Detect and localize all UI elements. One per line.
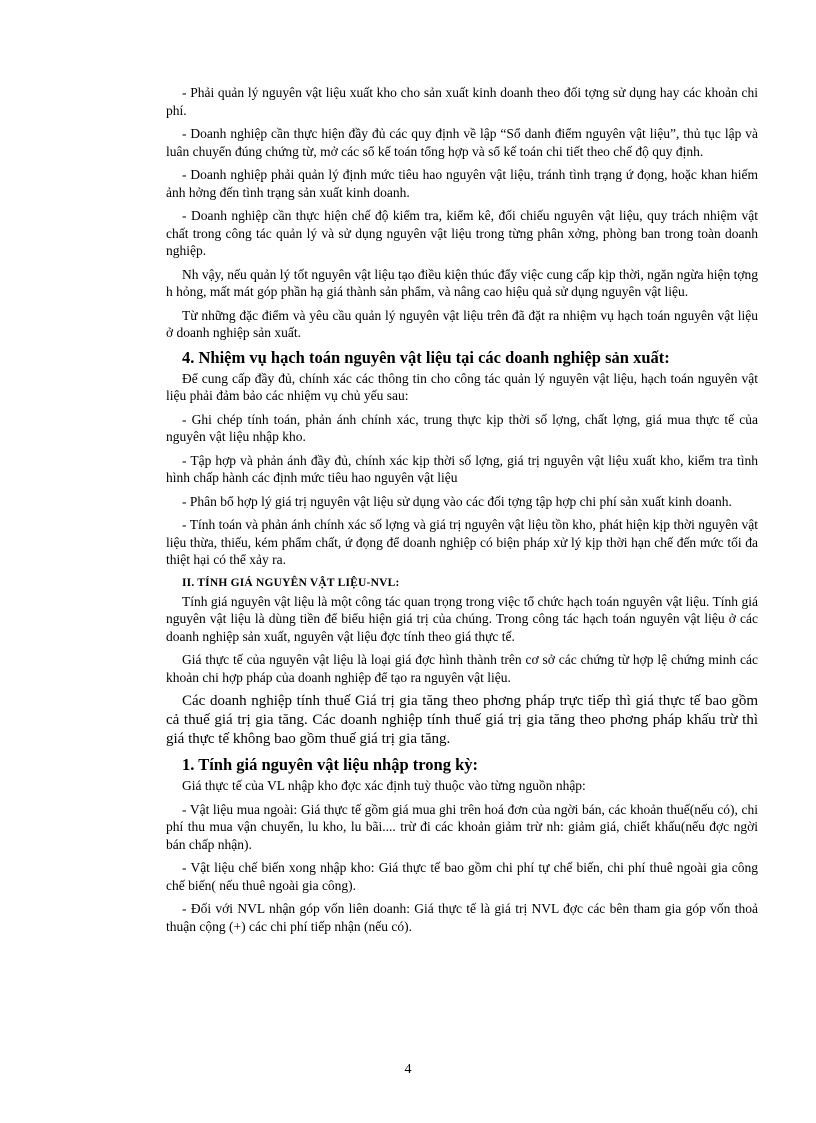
heading-section-4: 4. Nhiệm vụ hạch toán nguyên vật liệu tại các doanh nghiệp sản xuất: bbox=[182, 347, 670, 367]
paragraph-16: - Vật liệu mua ngoài: Giá thực tế gồm giá mua ghi trên hoá đơn của ngời bán, các khoản thuế(nếu có), chi phí thu mua vận chuyển, lu kho, lu bãi.... trừ đi các khoản giảm trừ nh: giảm giá, chiết khấu(nếu đợc ngời bán chấp nhận). bbox=[166, 801, 758, 852]
paragraph-11: - Tính toán và phản ánh chính xác số lợng và giá trị nguyên vật liệu tồn kho, phát hiện kịp thời nguyên vật liệu thừa, thiếu, kém phẩm chất, ứ đọng để doanh nghiệp có biện pháp xử lý kịp thời hạn chế đến mức tối đa thiệt hại có thể xảy ra. bbox=[166, 517, 758, 567]
paragraph-4: - Doanh nghiệp cần thực hiện chế độ kiểm tra, kiểm kê, đối chiếu nguyên vật liệu, quy trách nhiệm vật chất trong công tác quản lý và sử dụng nguyên vật liệu trong từng phân xởng, phòng ban trong toàn doanh nghiệp. bbox=[166, 208, 758, 258]
paragraph-14: Các doanh nghiệp tính thuế Giá trị gia tăng theo phơng pháp trực tiếp thì giá thực tế bao gồm cả thuế giá trị gia tăng. Các doanh nghiệp tính thuế giá trị gia tăng theo phơng pháp khấu trừ thì giá thực tế không bao gồm thuế giá trị gia tăng. bbox=[166, 693, 758, 747]
paragraph-15: Giá thực tế của VL nhập kho đợc xác định tuỳ thuộc vào từng nguồn nhập: bbox=[182, 778, 586, 793]
paragraph-10: - Phân bổ hợp lý giá trị nguyên vật liệu sử dụng vào các đối tợng tập hợp chi phí sản xuất kinh doanh. bbox=[182, 493, 732, 509]
page-number: 4 bbox=[404, 1062, 412, 1077]
paragraph-9: - Tập hợp và phản ánh đầy đủ, chính xác kịp thời số lợng, giá trị nguyên vật liệu xuất kho, kiểm tra tình hình chấp hành các định mức tiêu hao nguyên vật liệu bbox=[166, 452, 758, 485]
paragraph-3: - Doanh nghiệp phải quản lý định mức tiêu hao nguyên vật liệu, tránh tình trạng ứ đọng, hoặc khan hiếm ảnh hởng đến tình trạng sản xuất kinh doanh. bbox=[166, 167, 758, 200]
paragraph-2: - Doanh nghiệp cần thực hiện đầy đủ các quy định về lập “Sổ danh điểm nguyên vật liệu”, thủ tục lập và luân chuyển đúng chứng từ, mở các sổ kế toán tổng hợp và sổ kế toán chi tiết theo chế độ quy định. bbox=[166, 126, 758, 159]
paragraph-6: Từ những đặc điểm và yêu cầu quản lý nguyên vật liệu trên đã đặt ra nhiệm vụ hạch toán nguyên vật liệu ở doanh nghiệp sản xuất. bbox=[166, 307, 758, 340]
paragraph-8: - Ghi chép tính toán, phản ánh chính xác, trung thực kịp thời số lợng, chất lợng, giá mua thực tế của nguyên vật liệu nhập kho. bbox=[166, 411, 758, 444]
paragraph-7: Để cung cấp đầy đủ, chính xác các thông tin cho công tác quản lý nguyên vật liệu, hạch toán nguyên vật liệu phải đảm bảo các nhiệm vụ chủ yếu sau: bbox=[166, 370, 758, 403]
paragraph-5: Nh vậy, nếu quản lý tốt nguyên vật liệu tạo điều kiện thúc đẩy việc cung cấp kịp thời, ngăn ngừa hiện tợng h hỏng, mất mát góp phần hạ giá thành sản phẩm, và nâng cao hiệu quả sử dụng nguyên vật liệu. bbox=[166, 266, 758, 299]
heading-part-2: II. TÍNH GIÁ NGUYÊN VẬT LIỆU-NVL: bbox=[182, 576, 400, 589]
paragraph-12: Tính giá nguyên vật liệu là một công tác quan trọng trong việc tổ chức hạch toán nguyên vật liệu. Tính giá nguyên vật liệu là dùng tiền để biểu hiện giá trị của chúng. Trong công tác hạch toán nguyên vật liệu ở các doanh nghiệp sản xuất, nguyên vật liệu đợc tính theo giá thực tế. bbox=[166, 593, 758, 644]
paragraph-1: - Phải quản lý nguyên vật liệu xuất kho cho sản xuất kinh doanh theo đối tợng sử dụng hay các khoản chi phí. bbox=[166, 85, 758, 118]
heading-subsection-1: 1. Tính giá nguyên vật liệu nhập trong kỳ: bbox=[182, 755, 479, 774]
paragraph-17: - Vật liệu chế biến xong nhập kho: Giá thực tế bao gồm chi phí tự chế biến, chi phí thuê ngoài gia công chế biến( nếu thuê ngoài gia công). bbox=[166, 860, 758, 893]
page-content bbox=[166, 84, 758, 941]
paragraph-18: - Đối với NVL nhận góp vốn liên doanh: Giá thực tế là giá trị NVL đợc các bên tham gia góp vốn thoả thuận cộng (+) các chi phí tiếp nhận (nếu có). bbox=[166, 901, 758, 934]
paragraph-13: Giá thực tế của nguyên vật liệu là loại giá đợc hình thành trên cơ sở các chứng từ hợp lệ chứng minh các khoản chi hợp pháp của doanh nghiệp để tạo ra nguyên vật liệu. bbox=[166, 652, 758, 685]
